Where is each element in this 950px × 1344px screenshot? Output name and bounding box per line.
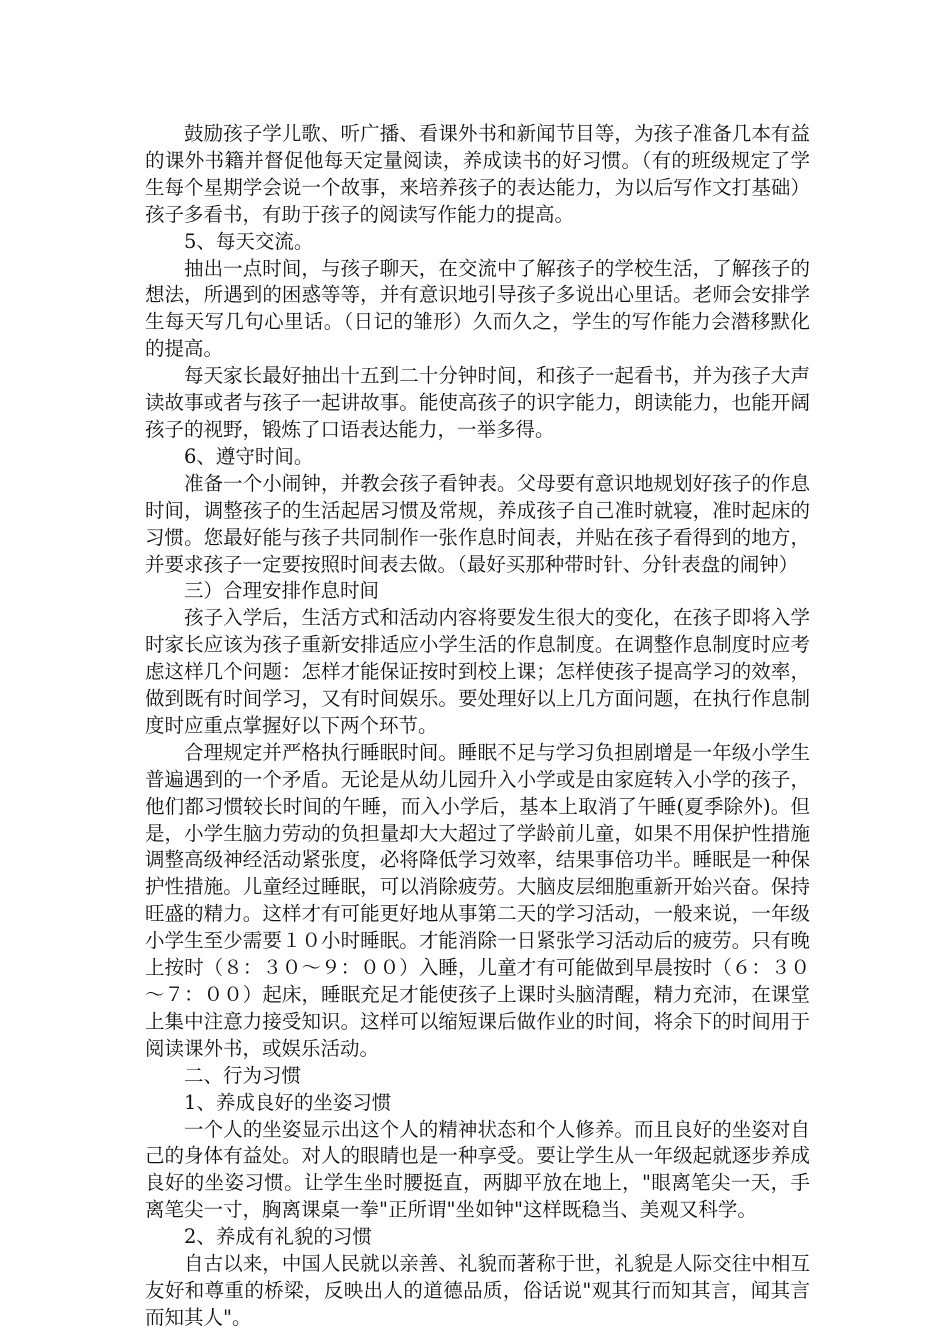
heading-behavior-habits: 二、行为习惯 bbox=[184, 1063, 302, 1087]
paragraph-chat-with-child: 抽出一点时间，与孩子聊天，在交流中了解孩子的学校生活，了解孩子的想法，所遇到的困惑等等，并有意识地引导孩子多说出心里话。老师会安排学生每天写几句心里话。（日记的雏形）久而久之，学生的写作能力会潜移默化的提高。 bbox=[145, 256, 810, 361]
heading-keep-time: 6、遵守时间。 bbox=[184, 444, 314, 468]
heading-schedule: 三）合理安排作息时间 bbox=[184, 579, 380, 603]
heading-politeness: 2、养成有礼貌的习惯 bbox=[184, 1225, 372, 1249]
paragraph-politeness: 自古以来，中国人民就以亲善、礼貌而著称于世，礼貌是人际交往中相互友好和尊重的桥梁，反映出人的道德品质，俗话说"观其行而知其言，闻其言而知其人"。 bbox=[145, 1252, 810, 1329]
paragraph-reading-habit: 鼓励孩子学儿歌、听广播、看课外书和新闻节目等，为孩子准备几本有益的课外书籍并督促他每天定量阅读，养成读书的好习惯。（有的班级规定了学生每个星期学会说一个故事，来培养孩子的表达能力，为以后写作文打基础）孩子多看书，有助于孩子的阅读写作能力的提高。 bbox=[145, 122, 810, 226]
document-body bbox=[145, 121, 810, 1332]
paragraph-sleep-time: 合理规定并严格执行睡眠时间。睡眠不足与学习负担剧增是一年级小学生普遍遇到的一个矛盾。无论是从幼儿园升入小学或是由家庭转入小学的孩子，他们都习惯较长时间的午睡，而入小学后，基本上取消了午睡(夏季除外)。但是，小学生脑力劳动的负担量却大大超过了学龄前儿童，如果不用保护性措施调整高级神经活动紧张度，必将降低学习效率，结果事倍功半。睡眠是一种保护性措施。儿童经过睡眠，可以消除疲劳。大脑皮层细胞重新开始兴奋。保持旺盛的精力。这样才有可能更好地从事第二天的学习活动，一般来说，一年级小学生至少需要１０小时睡眠。才能消除一日紧张学习活动后的疲劳。只有晚上按时（８：３０～９：００）入睡，儿童才有可能做到早晨按时（６：３０～７：００）起床，睡眠充足才能使孩子上课时头脑清醒，精力充沛，在课堂上集中注意力接受知识。这样可以缩短课后做作业的时间，将余下的时间用于阅读课外书，或娱乐活动。 bbox=[145, 740, 810, 1060]
heading-daily-communication: 5、每天交流。 bbox=[184, 229, 314, 253]
paragraph-schedule-intro: 孩子入学后，生活方式和活动内容将要发生很大的变化，在孩子即将入学时家长应该为孩子重新安排适应小学生活的作息制度。在调整作息制度时应考虑这样几个问题：怎样才能保证按时到校上课；怎样使孩子提高学习的效率，做到既有时间学习，又有时间娱乐。要处理好以上几方面问题，在执行作息制度时应重点掌握好以下两个环节。 bbox=[145, 606, 810, 737]
paragraph-read-together: 每天家长最好抽出十五到二十分钟时间，和孩子一起看书，并为孩子大声读故事或者与孩子一起讲故事。能使高孩子的识字能力，朗读能力，也能开阔孩子的视野，锻炼了口语表达能力，一举多得。 bbox=[145, 364, 810, 441]
paragraph-sitting-posture: 一个人的坐姿显示出这个人的精神状态和个人修养。而且良好的坐姿对自己的身体有益处。对人的眼睛也是一种享受。要让学生从一年级起就逐步养成良好的坐姿习惯。让学生坐时腰挺直，两脚平放在地上，"眼离笔尖一天，手离笔尖一寸，胸离课桌一拳"正所谓"坐如钟"这样既稳当、美观又科学。 bbox=[145, 1117, 810, 1222]
heading-sitting-posture: 1、养成良好的坐姿习惯 bbox=[184, 1090, 392, 1114]
paragraph-alarm-clock: 准备一个小闹钟，并教会孩子看钟表。父母要有意识地规划好孩子的作息时间，调整孩子的生活起居习惯及常规，养成孩子自己准时就寝，准时起床的习惯。您最好能与孩子共同制作一张作息时间表，并贴在孩子看得到的地方，并要求孩子一定要按照时间表去做。（最好买那种带时针、分针表盘的闹钟） bbox=[145, 471, 810, 576]
